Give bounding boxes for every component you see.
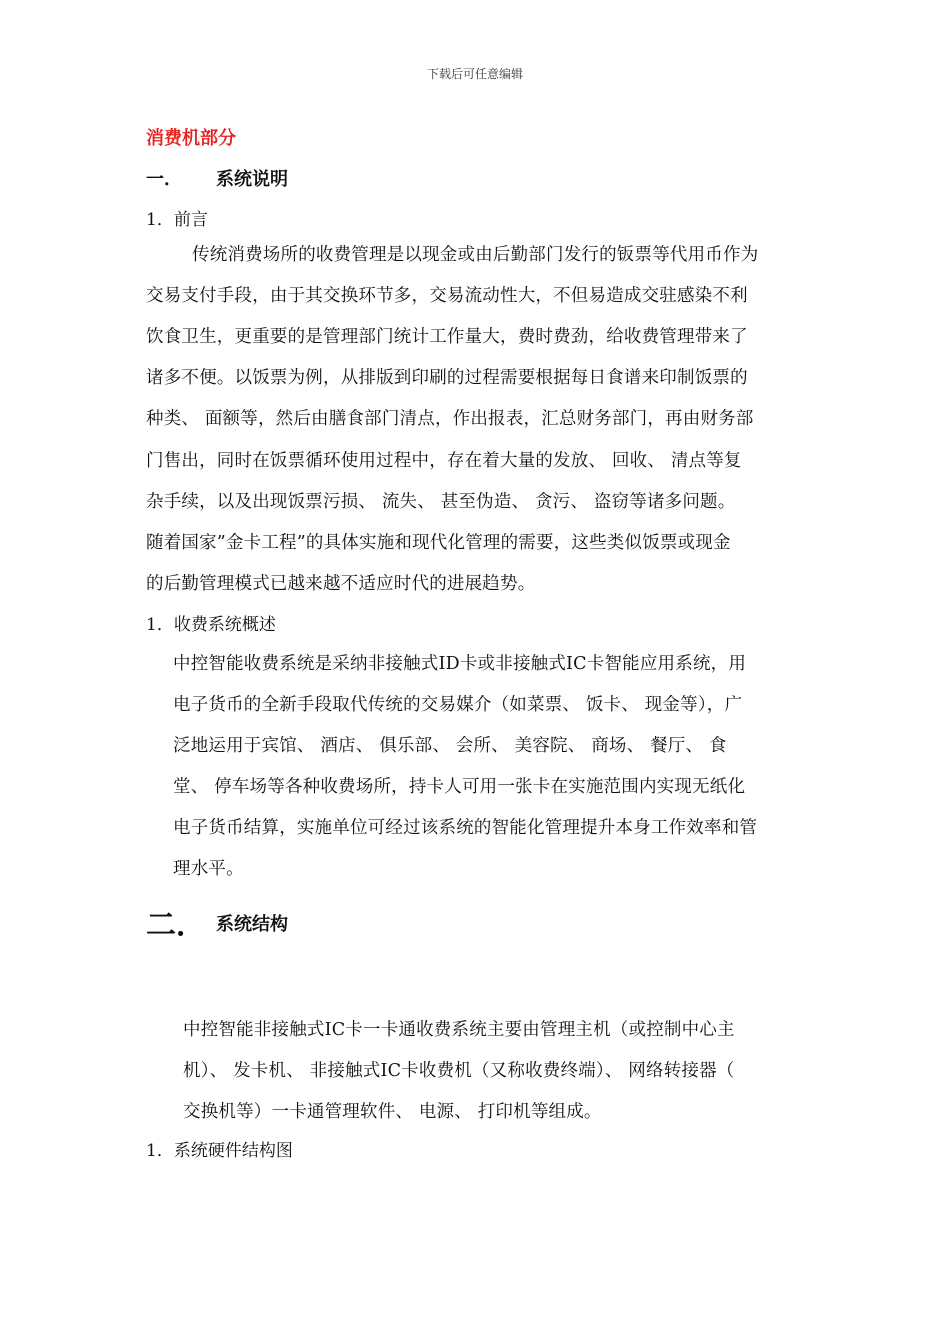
overview-line: 中控智能收费系统是采纳非接触式ID卡或非接触式IC卡智能应用系统，用 bbox=[173, 654, 747, 674]
subheading-hardware-diagram: 1．系统硬件结构图 bbox=[146, 1141, 293, 1161]
structure-line: 机）、 发卡机、 非接触式IC卡收费机（又称收费终端）、 网络转接器（ bbox=[183, 1061, 735, 1081]
preface-line: 传统消费场所的收费管理是以现金或由后勤部门发行的钣票等代用币作为 bbox=[192, 245, 759, 265]
heading-text: 系统说明 bbox=[216, 169, 288, 190]
heading-system-structure bbox=[146, 908, 446, 943]
preface-line: 的后勤管理模式已越来越不适应时代的进展趋势。 bbox=[146, 574, 536, 594]
preface-line: 饮食卫生，更重要的是管理部门统计工作量大，费时费劲，给收费管理带来了 bbox=[146, 327, 748, 347]
subheading-overview: 1．收费系统概述 bbox=[146, 615, 276, 635]
heading-system-description bbox=[146, 165, 446, 191]
overview-line: 堂、 停车场等各种收费场所，持卡人可用一张卡在实施范围内实现无纸化 bbox=[173, 777, 746, 797]
section-title: 消费机部分 bbox=[146, 128, 236, 149]
heading-text: 系统结构 bbox=[216, 914, 288, 935]
overview-line: 理水平。 bbox=[173, 859, 244, 879]
preface-line: 种类、 面额等，然后由膳食部门清点，作出报表，汇总财务部门，再由财务部 bbox=[146, 409, 754, 429]
overview-line: 泛地运用于宾馆、 酒店、 俱乐部、 会所、 美容院、 商场、 餐厅、 食 bbox=[173, 736, 727, 756]
heading-number: 一． bbox=[146, 169, 182, 190]
page-header-note: 下载后可任意编辑 bbox=[426, 67, 523, 81]
preface-line: 交易支付手段，由于其交换环节多，交易流动性大，不但易造成交驻感染不利 bbox=[146, 286, 748, 306]
preface-line: 诸多不便。以饭票为例，从排版到印刷的过程需要根据每日食谱来印制饭票的 bbox=[146, 368, 748, 388]
heading-number: 二． bbox=[146, 908, 206, 943]
overview-line: 电子货币结算，实施单位可经过该系统的智能化管理提升本身工作效率和管 bbox=[173, 818, 758, 838]
preface-line: 门售出，同时在饭票循环使用过程中，存在着大量的发放、 回收、 清点等复 bbox=[146, 451, 742, 471]
preface-line: 随着国家”金卡工程”的具体实施和现代化管理的需要，这些类似饭票或现金 bbox=[146, 533, 731, 553]
overview-line: 电子货币的全新手段取代传统的交易媒介（如菜票、 饭卡、 现金等），广 bbox=[173, 695, 743, 715]
preface-line: 杂手续，以及出现饭票污损、 流失、 甚至伪造、 贪污、 盗窃等诸多问题。 bbox=[146, 492, 736, 512]
subheading-preface: 1．前言 bbox=[146, 210, 208, 230]
structure-line: 中控智能非接触式IC卡一卡通收费系统主要由管理主机（或控制中心主 bbox=[183, 1020, 735, 1040]
structure-line: 交换机等）一卡通管理软件、 电源、 打印机等组成。 bbox=[183, 1102, 602, 1122]
